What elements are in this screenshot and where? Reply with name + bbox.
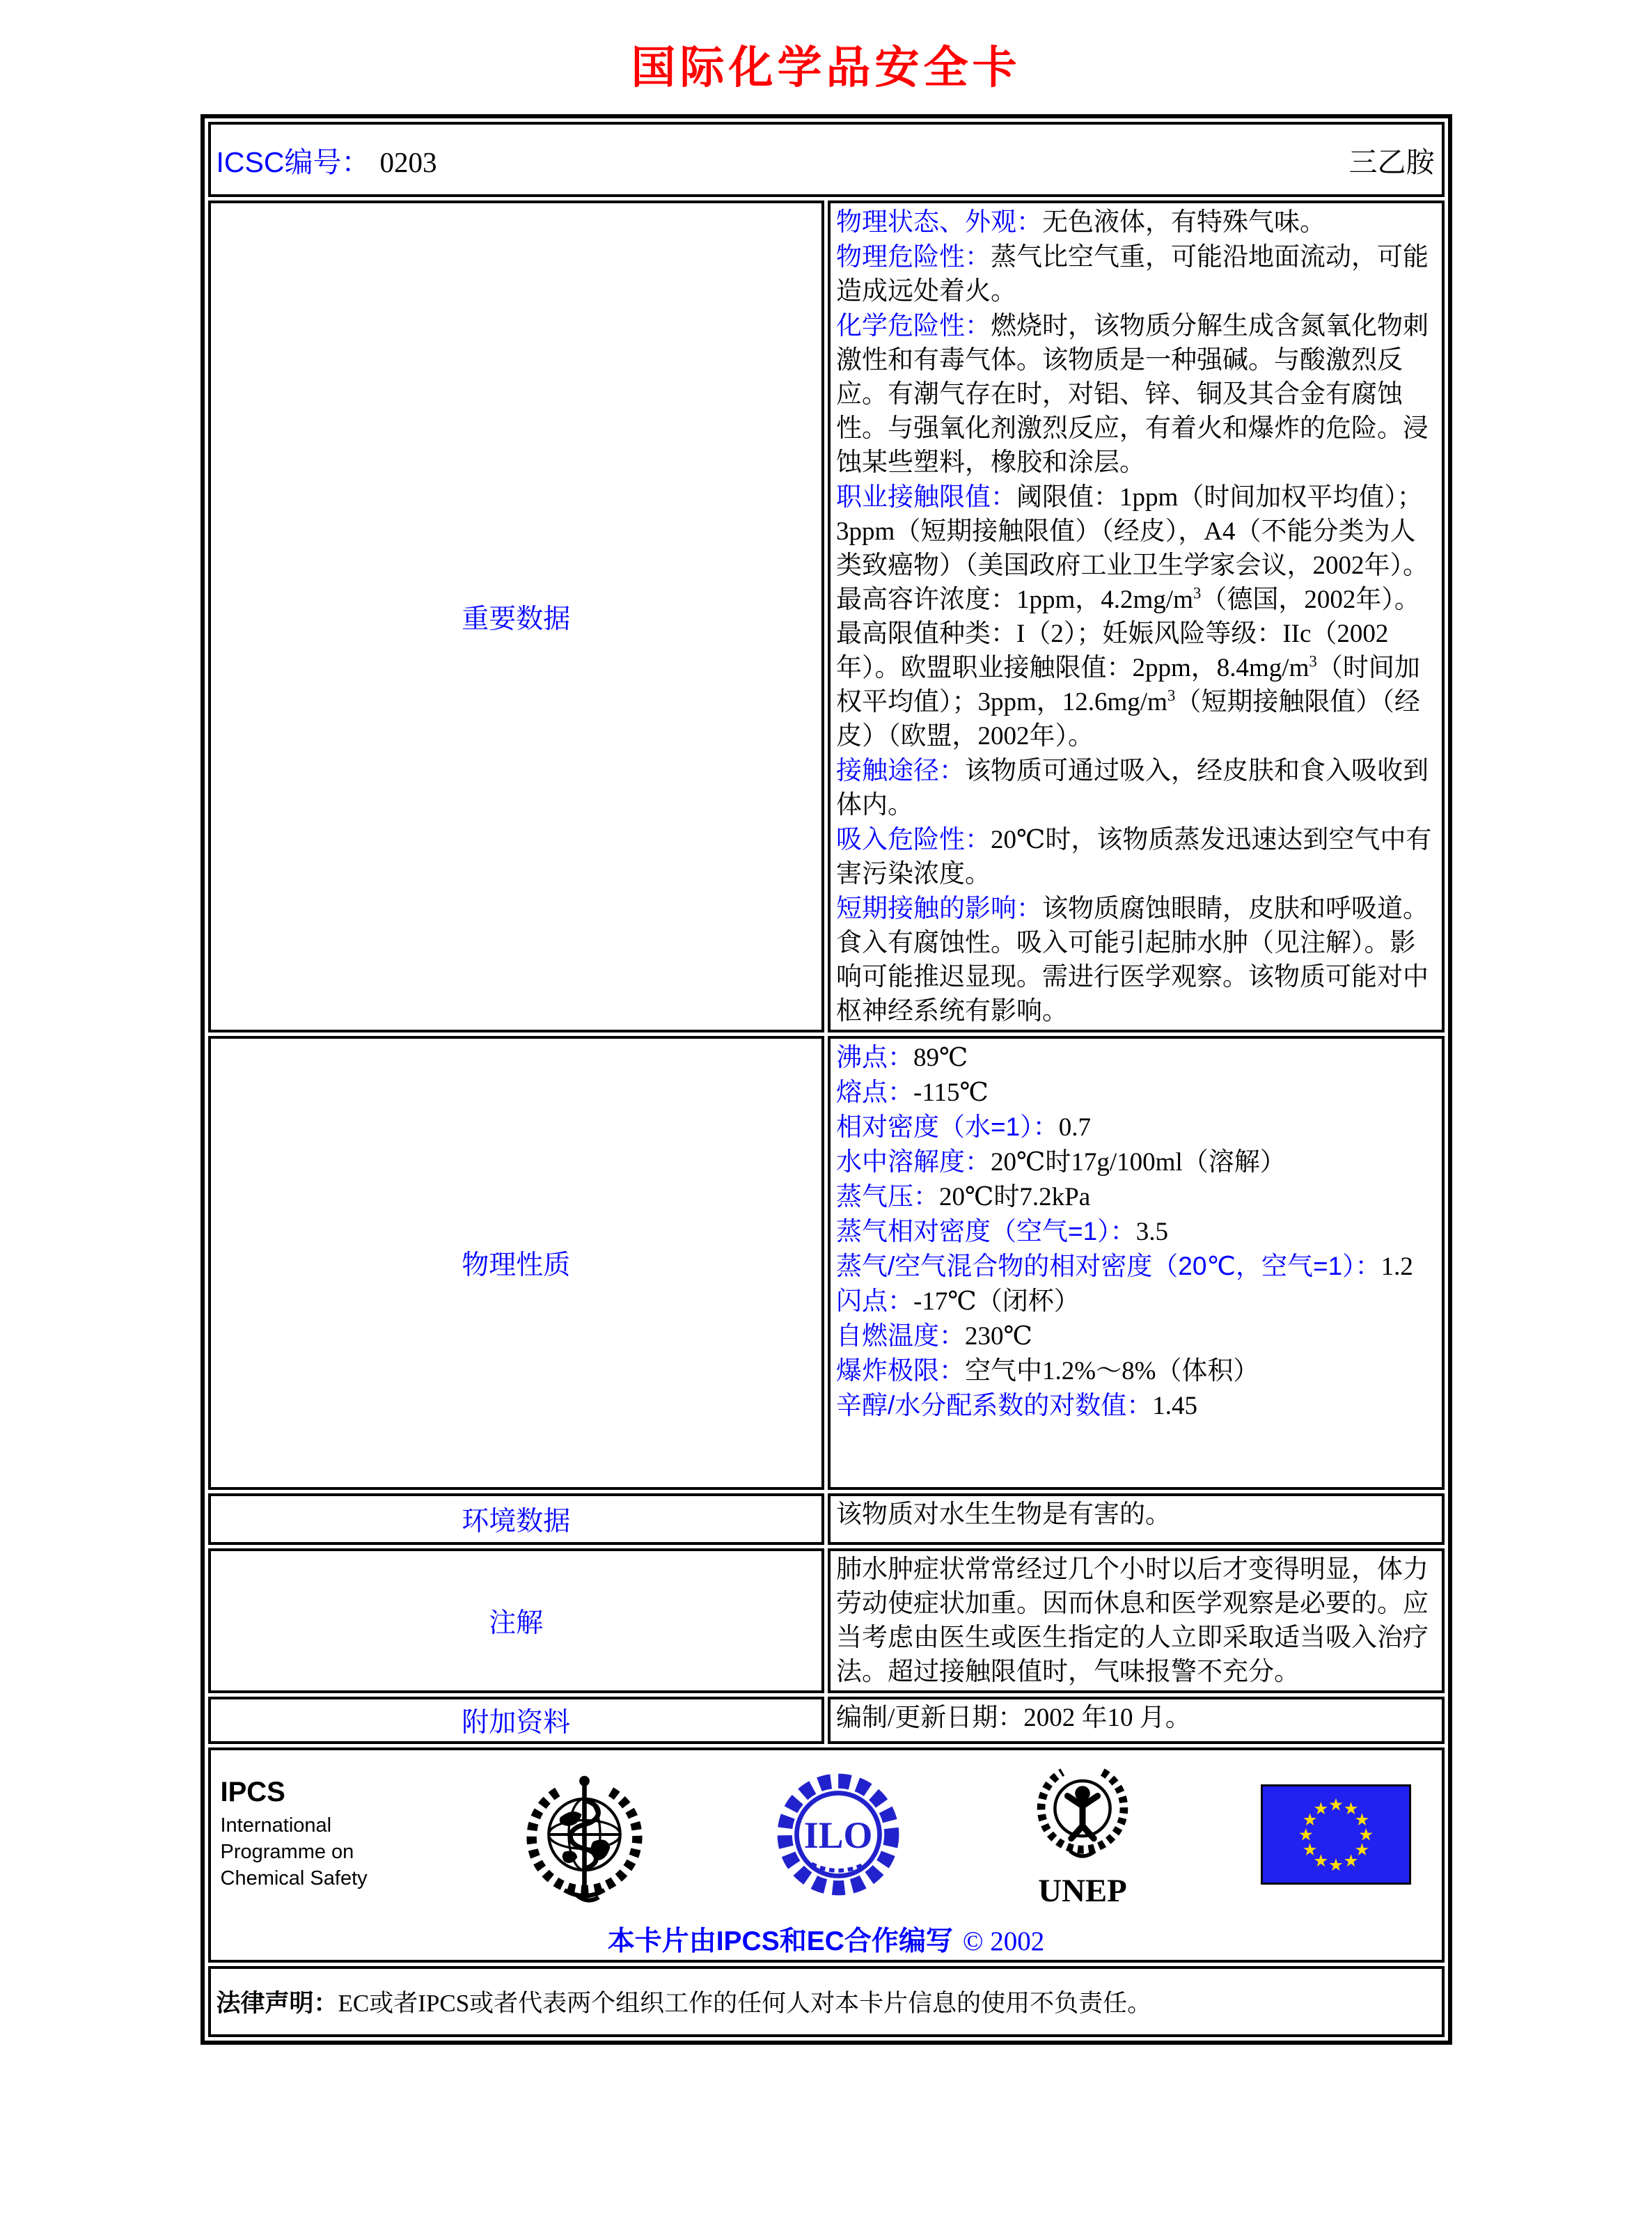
ipcs-text-block: [221, 1777, 398, 1892]
important-data-label-cell: [208, 201, 825, 1032]
ipcs-line-2: Programme on: [220, 1841, 354, 1863]
field-label: 短期接触的影响：: [836, 894, 1042, 922]
ilo-logo-icon: [771, 1768, 905, 1901]
additional-info-row: [208, 1697, 1445, 1744]
field-text: 230℃: [965, 1322, 1032, 1351]
paragraph: [836, 480, 1436, 753]
environmental-data-content: [828, 1493, 1445, 1545]
eu-star: ★: [1353, 1839, 1369, 1860]
ipcs-line-1: International: [220, 1814, 332, 1837]
additional-info-label-cell: [208, 1697, 825, 1744]
eu-star: ★: [1343, 1798, 1359, 1818]
field-text: -17℃（闭杯）: [913, 1287, 1080, 1316]
field-text: 无色液体，有特殊气味。: [1042, 208, 1325, 237]
section-label: 环境数据: [462, 1507, 571, 1537]
icsc-number-label: ICSC编号：: [216, 146, 370, 178]
eu-star: ★: [1353, 1809, 1369, 1830]
field-label: 蒸气压：: [836, 1182, 939, 1211]
credit-line: [217, 1919, 1436, 1958]
paragraph: [836, 308, 1436, 480]
notes-content: [828, 1548, 1445, 1693]
field-label: 熔点：: [836, 1078, 913, 1106]
field-text: 20℃时，该物质蒸发迅速达到空气中有害污染浓度。: [836, 826, 1432, 888]
field-label: 蒸气/空气混合物的相对密度（20℃，空气=1）：: [836, 1252, 1381, 1280]
superscript: 3: [1167, 686, 1176, 705]
section-label: 附加资料: [462, 1708, 571, 1738]
eu-star: ★: [1302, 1839, 1318, 1860]
superscript: 3: [1193, 584, 1202, 602]
paragraph: [836, 1145, 1436, 1179]
legal-row: [208, 1966, 1445, 2037]
header-row: [208, 122, 1445, 197]
physical-properties-content: [828, 1036, 1445, 1490]
field-label: 辛醇/水分配系数的对数值：: [836, 1391, 1153, 1420]
icsc-number-group: [217, 139, 437, 180]
page-title: 国际化学品安全卡: [631, 43, 1021, 93]
additional-info-content: [828, 1697, 1445, 1744]
eu-star: ★: [1358, 1824, 1374, 1845]
environmental-data-row: [208, 1493, 1445, 1545]
paragraph: [836, 753, 1436, 822]
paragraph: [836, 1214, 1436, 1249]
paragraph: [836, 239, 1436, 308]
chemical-name: 三乙胺: [1348, 146, 1435, 178]
field-label: 爆炸极限：: [836, 1356, 965, 1385]
paragraph: [836, 1701, 1436, 1735]
ipcs-acronym: IPCS: [220, 1777, 285, 1807]
field-text: 该物质腐蚀眼睛，皮肤和呼吸道。食入有腐蚀性。吸入可能引起肺水肿（见注解）。影响可能推迟显现。需进行医学观察。该物质可能对中枢神经系统有影响。: [836, 895, 1429, 1026]
field-text: 1.45: [1152, 1392, 1198, 1420]
superscript: 3: [1309, 652, 1317, 670]
paragraph: [836, 1075, 1436, 1110]
paragraph: [836, 1110, 1436, 1145]
physical-properties-row: [208, 1036, 1445, 1490]
organizations-row: [208, 1747, 1445, 1963]
field-label: 沸点：: [836, 1043, 913, 1071]
organizations-cell: [208, 1747, 1445, 1963]
field-text: -115℃: [913, 1078, 989, 1107]
field-text: 空气中1.2%～8%（体积）: [965, 1357, 1259, 1385]
important-data-row: [208, 201, 1445, 1032]
eu-star: ★: [1328, 1793, 1344, 1814]
field-label: 相对密度（水=1）：: [836, 1113, 1059, 1141]
credit-text: 本卡片由IPCS和EC合作编写: [607, 1926, 953, 1956]
paragraph: [836, 1553, 1436, 1689]
field-label: 物理状态、外观：: [836, 207, 1042, 236]
header-cell: [208, 122, 1445, 197]
ipcs-line-3: Chemical Safety: [220, 1867, 368, 1890]
field-text: 编制/更新日期：2002 年10 月。: [836, 1704, 1191, 1732]
logos-strip: [217, 1752, 1436, 1912]
field-text: 3.5: [1135, 1218, 1168, 1246]
field-text: （德国，2002年）。最高限值种类：I（2）；妊娠风险等级：IIc（2002年）。欧盟职业接触限值：2ppm，8.4mg/m: [836, 586, 1420, 682]
eu-star: ★: [1302, 1809, 1318, 1830]
field-text: 0.7: [1058, 1113, 1091, 1142]
field-text: 阈限值：1ppm（时间加权平均值）；3ppm（短期接触限值）（经皮），A4（不能分类为人类致癌物）（美国政府工业卫生学家会议，2002年）。最高容许浓度：1ppm，4.2mg/m: [836, 483, 1429, 614]
section-label: 注解: [489, 1608, 544, 1638]
paragraph: [836, 1179, 1436, 1214]
field-text: 该物质对水生生物是有害的。: [836, 1500, 1171, 1529]
eu-flag-icon: [1261, 1784, 1411, 1885]
who-logo-icon: [513, 1761, 656, 1908]
paragraph: [836, 1040, 1436, 1075]
physical-properties-label-cell: [208, 1036, 825, 1490]
field-label: 蒸气相对密度（空气=1）：: [836, 1217, 1136, 1246]
field-text: 蒸气比空气重，可能沿地面流动，可能造成远处着火。: [836, 243, 1429, 306]
eu-star: ★: [1328, 1854, 1344, 1875]
field-text: （短期接触限值）（经皮）（欧盟，2002年）。: [836, 688, 1420, 751]
unep-logo-icon: [1020, 1756, 1145, 1912]
field-label: 职业接触限值：: [836, 482, 1016, 511]
paragraph: [836, 1249, 1436, 1284]
ilo-logo-text: ILO: [803, 1814, 872, 1856]
paragraph: [836, 1353, 1436, 1388]
paragraph: [836, 205, 1436, 239]
field-text: 该物质可通过吸入，经皮肤和食入吸收到体内。: [836, 757, 1429, 819]
important-data-content: [828, 201, 1445, 1032]
field-label: 接触途径：: [836, 756, 965, 785]
paragraph: [836, 1284, 1436, 1319]
field-label: 化学危险性：: [836, 311, 991, 340]
paragraph: [836, 1388, 1436, 1423]
environmental-data-label-cell: [208, 1493, 825, 1545]
notes-label-cell: [208, 1548, 825, 1693]
field-label: 闪点：: [836, 1287, 913, 1315]
field-label: 吸入危险性：: [836, 825, 991, 854]
icsc-card-table: [200, 114, 1452, 2045]
paragraph: [836, 1319, 1436, 1353]
field-label: 水中溶解度：: [836, 1147, 991, 1176]
eu-star: ★: [1298, 1824, 1314, 1845]
field-text: 肺水肿症状常常经过几个小时以后才变得明显，体力劳动使症状加重。因而休息和医学观察是必要的。应当考虑由医生或医生指定的人立即采取适当吸入治疗法。超过接触限值时，气味报警不充分。: [836, 1555, 1429, 1686]
field-label: 自燃温度：: [836, 1321, 965, 1350]
field-label: 物理危险性：: [836, 242, 991, 271]
unep-logo-text: UNEP: [1038, 1872, 1127, 1909]
paragraph: [836, 891, 1436, 1028]
icsc-number-value: 0203: [379, 146, 437, 178]
field-text: 1.2: [1380, 1252, 1413, 1281]
eu-star: ★: [1312, 1850, 1328, 1871]
notes-row: [208, 1548, 1445, 1693]
credit-year: © 2002: [962, 1926, 1045, 1956]
legal-label: 法律声明：: [216, 1990, 338, 2017]
field-text: 20℃时7.2kPa: [939, 1183, 1091, 1211]
paragraph: [836, 1498, 1436, 1532]
eu-star: ★: [1343, 1850, 1359, 1871]
section-label: 重要数据: [462, 604, 571, 634]
field-text: 燃烧时，该物质分解生成含氮氧化物刺激性和有毒气体。该物质是一种强碱。与酸激烈反应。有潮气存在时，对铝、锌、铜及其合金有腐蚀性。与强氧化剂激烈反应，有着火和爆炸的危险。浸蚀某些塑料，橡胶和涂层。: [836, 312, 1429, 477]
field-text: 20℃时17g/100ml（溶解）: [991, 1148, 1286, 1177]
paragraph: [836, 822, 1436, 891]
field-text: （时间加权平均值）；3ppm，12.6mg/m: [836, 654, 1420, 716]
eu-star: ★: [1312, 1798, 1328, 1818]
field-text: 89℃: [913, 1044, 968, 1072]
section-label: 物理性质: [462, 1250, 571, 1280]
legal-text: EC或者IPCS或者代表两个组织工作的任何人对本卡片信息的使用不负责任。: [338, 1990, 1152, 2017]
legal-cell: [208, 1966, 1445, 2037]
